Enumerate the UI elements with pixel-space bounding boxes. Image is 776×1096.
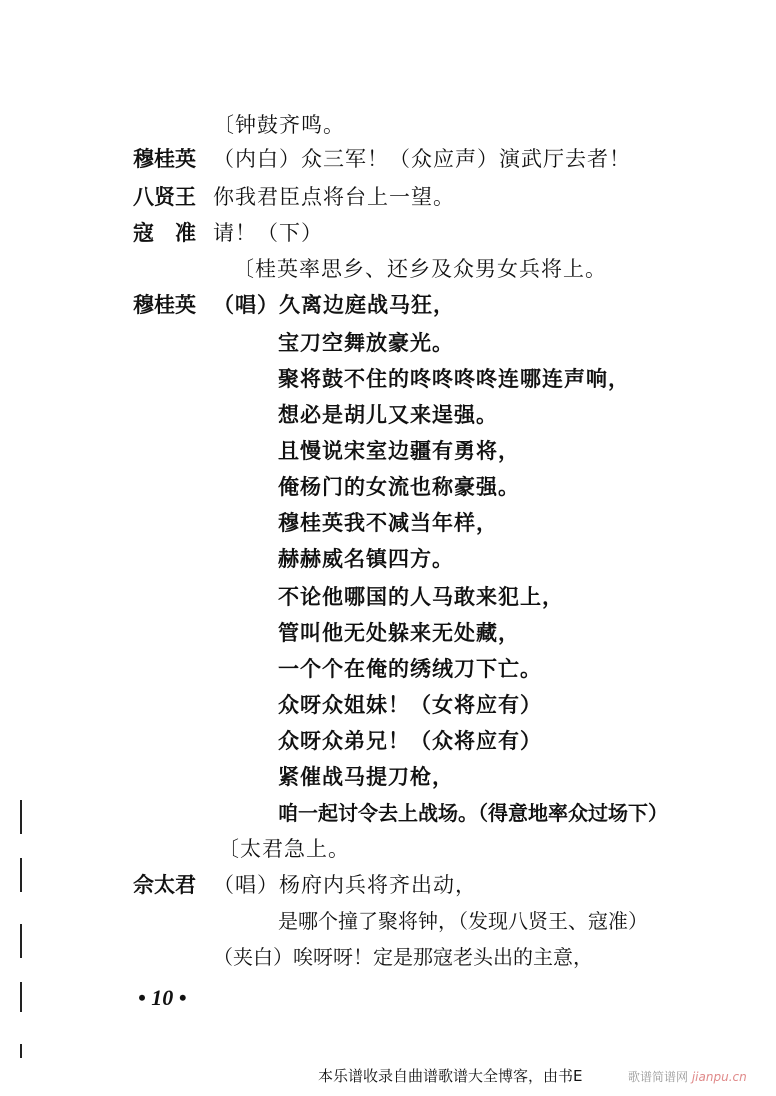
stage-direction-bells: 〔钟鼓齐鸣。 — [213, 113, 345, 137]
speaker-mu-guiying-2: 穆桂英 — [133, 293, 196, 317]
song-line-3: 想必是胡儿又来逞强。 — [278, 402, 498, 427]
speaker-mu-guiying-1: 穆桂英 — [133, 147, 196, 171]
footer-site[interactable] — [628, 1068, 747, 1086]
line-taijun-1: （唱）杨府内兵将齐出动， — [213, 873, 477, 897]
song-line-2: 聚将鼓不住的咚咚咚咚连哪连声响， — [278, 366, 630, 391]
line-kou-zhun: 请！（下） — [213, 221, 323, 245]
margin-mark-4 — [20, 982, 22, 1012]
song-line-7: 赫赫威名镇四方。 — [278, 546, 454, 571]
page-number: • 10 • — [138, 985, 187, 1010]
stage-direction-entrance: 〔桂英率思乡、还乡及众男女兵将上。 — [233, 257, 607, 281]
margin-mark-3 — [20, 924, 22, 958]
song-line-14: 咱一起讨令去上战场。（得意地率众过场下） — [278, 801, 668, 825]
line-baxian-wang: 你我君臣点将台上一望。 — [213, 185, 455, 209]
line-mu-guiying-song-open: （唱）久离边庭战马狂， — [213, 292, 455, 317]
footer-site-name: 歌谱简谱网 — [628, 1070, 689, 1084]
song-line-1: 宝刀空舞放豪光。 — [278, 330, 454, 355]
song-line-9: 管叫他无处躲来无处藏， — [278, 620, 520, 645]
line-mu-guiying-1: （内白）众三军！（众应声）演武厅去者！ — [213, 147, 631, 171]
song-line-8: 不论他哪国的人马敢来犯上， — [278, 584, 564, 609]
margin-mark-2 — [20, 858, 22, 892]
footer-site-url: jianpu.cn — [691, 1070, 747, 1084]
line-taijun-2: 是哪个撞了聚将钟，（发现八贤王、寇准） — [278, 909, 648, 933]
line-taijun-3: （夹白）唉呀呀！定是那寇老头出的主意， — [213, 945, 593, 969]
song-line-6: 穆桂英我不减当年样， — [278, 510, 498, 535]
footer-note: 本乐谱收录自曲谱歌谱大全博客，由书E — [318, 1067, 583, 1085]
speaker-she-taijun: 佘太君 — [133, 873, 196, 897]
song-line-12: 众呀众弟兄！（众将应有） — [278, 728, 542, 753]
speaker-baxian-wang: 八贤王 — [133, 185, 196, 209]
song-line-4: 且慢说宋室边疆有勇将， — [278, 438, 520, 463]
margin-mark-5 — [20, 1044, 22, 1058]
song-line-10: 一个个在俺的绣绒刀下亡。 — [278, 656, 542, 681]
song-line-5: 俺杨门的女流也称豪强。 — [278, 474, 520, 499]
song-line-11: 众呀众姐妹！（女将应有） — [278, 692, 542, 717]
stage-direction-taijun: 〔太君急上。 — [218, 837, 350, 861]
song-line-13: 紧催战马提刀枪， — [278, 764, 454, 789]
margin-mark-1 — [20, 800, 22, 834]
speaker-kou-zhun: 寇 准 — [133, 221, 196, 245]
